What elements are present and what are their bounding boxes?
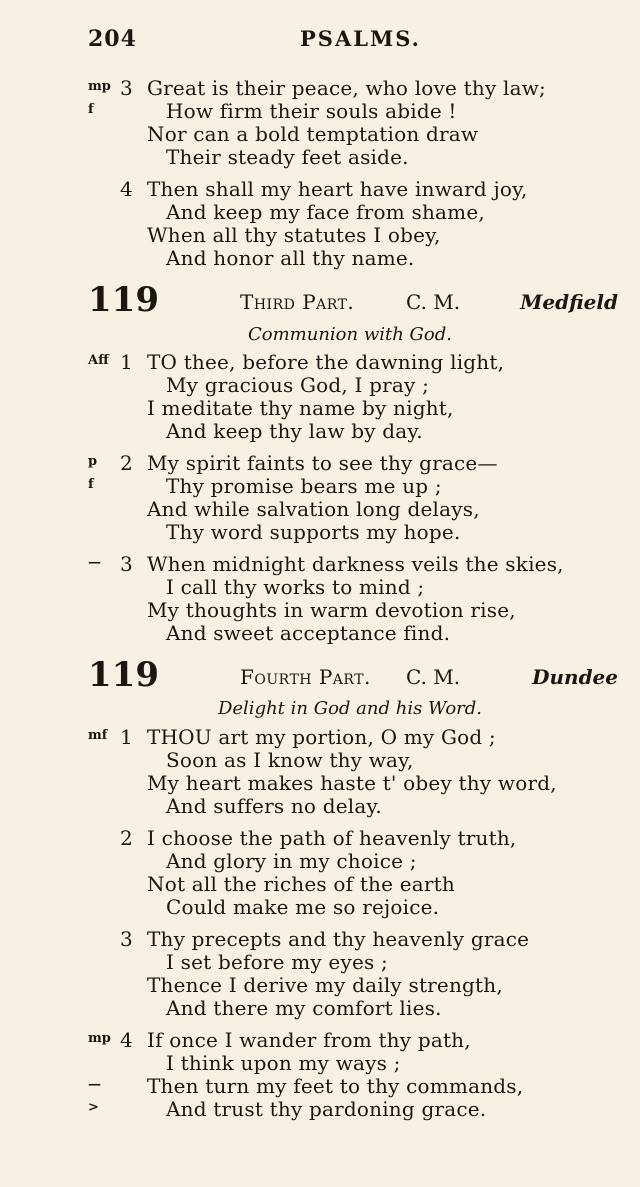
verse-text: I call thy works to mind ; [166, 575, 425, 599]
verse-line [0, 350, 640, 374]
verse-text: Their steady feet aside. [166, 145, 409, 169]
dynamic-mark: f [88, 477, 94, 492]
verse-line [0, 771, 640, 795]
psalm-part: Third Part. [240, 290, 355, 314]
verse-line [0, 598, 640, 622]
verse-line [0, 826, 640, 850]
verse-text: Great is their peace, who love thy law; [147, 76, 546, 100]
verse-line [0, 748, 640, 772]
verse-line [0, 145, 640, 169]
dynamic-mark: > [88, 1100, 99, 1115]
dynamic-mark: f [88, 102, 94, 117]
dynamic-mark: — [88, 1077, 101, 1092]
dynamic-mark: mp [88, 79, 111, 94]
verse-text: And while salvation long delays, [147, 497, 480, 521]
verse-line [0, 552, 640, 576]
verse-line [0, 872, 640, 896]
dynamic-mark: Aff [88, 353, 109, 368]
tune-name: Medfield [520, 290, 618, 314]
verse-line [0, 575, 640, 599]
verse-text: When all thy statutes I obey, [147, 223, 441, 247]
psalm-part: Fourth Part. [240, 665, 371, 689]
verse-text: TO thee, before the dawning light, [147, 350, 505, 374]
verse-text: And trust thy pardoning grace. [166, 1097, 487, 1121]
verse-line [0, 794, 640, 818]
stanza-number: 3 [120, 76, 133, 100]
verse-line [0, 122, 640, 146]
verse-text: My heart makes haste t' obey thy word, [147, 771, 557, 795]
psalm-meter: C. M. [406, 290, 461, 314]
verse-line [0, 200, 640, 224]
verse-line [0, 927, 640, 951]
dynamic-mark: p [88, 454, 98, 469]
verse-line [0, 895, 640, 919]
page-number: 204 [88, 26, 137, 52]
psalm-heading-fourth-part [88, 655, 618, 695]
psalm-subtitle: Communion with God. [247, 324, 452, 345]
psalm-number: 119 [88, 280, 159, 320]
verse-line [0, 950, 640, 974]
verse-text: And keep thy law by day. [166, 419, 423, 443]
verse-text: I meditate thy name by night, [147, 396, 454, 420]
verse-text: Thy word supports my hope. [166, 520, 461, 544]
verse-line [0, 725, 640, 749]
verse-line [0, 177, 640, 201]
verse-text: And there my comfort lies. [166, 996, 442, 1020]
dynamic-mark: — [88, 555, 101, 570]
verse-line [0, 419, 640, 443]
verse-line [0, 246, 640, 270]
verse-text: How firm their souls abide ! [166, 99, 457, 123]
verse-text: And sweet acceptance find. [166, 621, 451, 645]
stanza-number: 1 [120, 725, 133, 749]
stanza-number: 1 [120, 350, 133, 374]
verse-text: Thy precepts and thy heavenly grace [147, 927, 530, 951]
verse-text: And glory in my choice ; [166, 849, 417, 873]
verse-text: My thoughts in warm devotion rise, [147, 598, 516, 622]
verse-line [0, 99, 640, 123]
verse-text: I set before my eyes ; [166, 950, 388, 974]
verse-text: When midnight darkness veils the skies, [147, 552, 564, 576]
verse-line [0, 474, 640, 498]
verse-line [0, 1028, 640, 1052]
verse-line [0, 451, 640, 475]
verse-text: Then turn my feet to thy commands, [147, 1074, 524, 1098]
stanza-number: 2 [120, 451, 133, 475]
verse-text: And suffers no delay. [166, 794, 382, 818]
verse-text: If once I wander from thy path, [147, 1028, 471, 1052]
verse-text: My gracious God, I pray ; [166, 373, 430, 397]
stanza-number: 3 [120, 552, 133, 576]
dynamic-mark: mp [88, 1031, 111, 1046]
psalm-number: 119 [88, 655, 159, 695]
verse-text: Not all the riches of the earth [147, 872, 455, 896]
verse-line [0, 996, 640, 1020]
verse-line [0, 973, 640, 997]
verse-text: Thence I derive my daily strength, [147, 973, 503, 997]
stanza-number: 4 [120, 1028, 133, 1052]
verse-line [0, 621, 640, 645]
verse-line [0, 396, 640, 420]
verse-line [0, 223, 640, 247]
verse-text: Could make me so rejoice. [166, 895, 440, 919]
verse-text: I think upon my ways ; [166, 1051, 401, 1075]
verse-line [0, 497, 640, 521]
psalm-heading-third-part [88, 280, 618, 320]
dynamic-mark: mf [88, 728, 108, 743]
verse-line [0, 520, 640, 544]
verse-text: My spirit faints to see thy grace— [147, 451, 498, 475]
verse-text: Thy promise bears me up ; [166, 474, 442, 498]
stanza-number: 3 [120, 927, 133, 951]
verse-text: Soon as I know thy way, [166, 748, 414, 772]
verse-text: Then shall my heart have inward joy, [147, 177, 528, 201]
page-header [88, 26, 610, 56]
verse-line [0, 849, 640, 873]
tune-name: Dundee [532, 665, 618, 689]
verse-text: And keep my face from shame, [166, 200, 485, 224]
verse-text: And honor all thy name. [166, 246, 415, 270]
psalm-meter: C. M. [406, 665, 461, 689]
verse-text: Nor can a bold temptation draw [147, 122, 479, 146]
psalm-subtitle: Delight in God and his Word. [217, 698, 483, 719]
verse-line [0, 1074, 640, 1098]
verse-line [0, 76, 640, 100]
stanza-number: 4 [120, 177, 133, 201]
verse-line [0, 1097, 640, 1121]
verse-text: THOU art my portion, O my God ; [147, 725, 496, 749]
verse-line [0, 1051, 640, 1075]
verse-text: I choose the path of heavenly truth, [147, 826, 517, 850]
verse-line [0, 373, 640, 397]
running-title: PSALMS. [300, 26, 421, 51]
stanza-number: 2 [120, 826, 133, 850]
